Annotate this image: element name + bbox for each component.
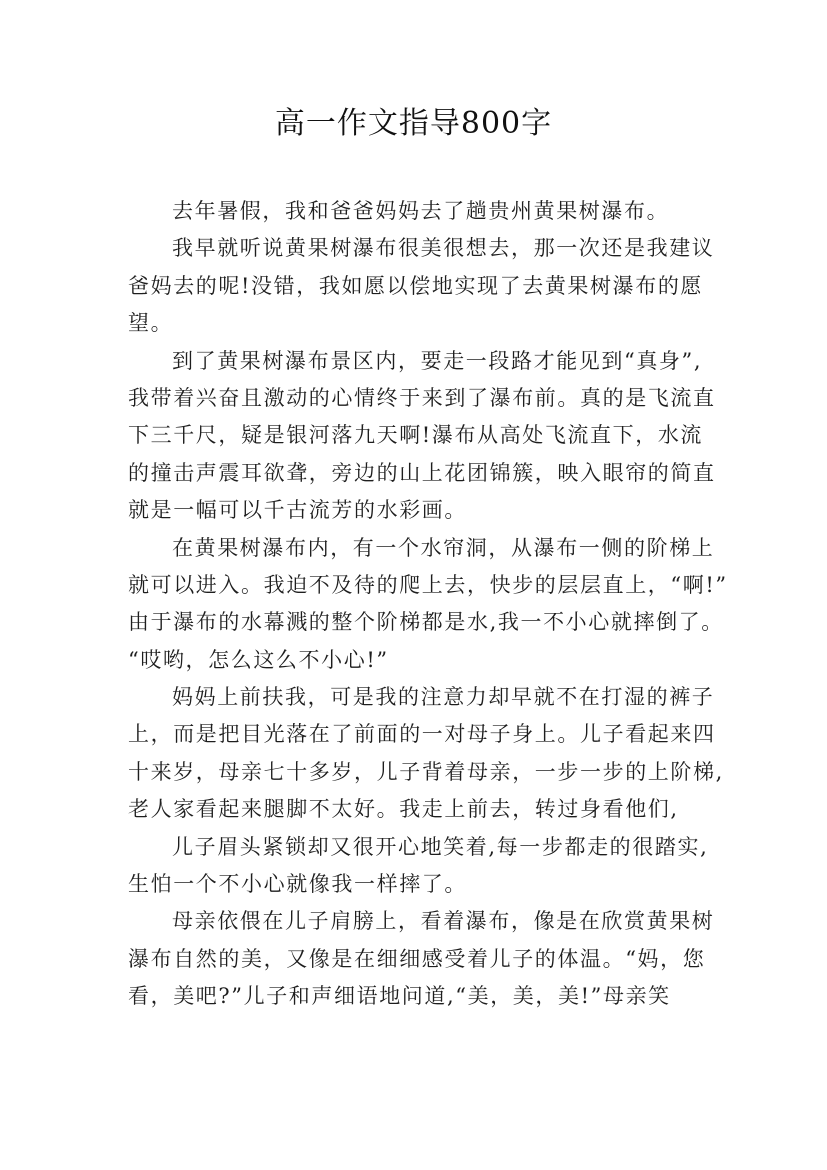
text-line: 望。 [128,311,174,336]
text-line: 我带着兴奋且激动的心情终于来到了瀑布前。真的是飞流直 [128,385,716,410]
text-line: 由于瀑布的水幕溅的整个阶梯都是水,我一不小心就摔倒了。 [128,610,724,635]
text-line: 母亲依偎在儿子肩膀上，看着瀑布，像是在欣赏黄果树 [172,909,715,934]
text-line: 的撞击声震耳欲聋，旁边的山上花团锦簇，映入眼帘的简直 [128,460,716,485]
text-line: 在黄果树瀑布内，有一个水帘洞，从瀑布一侧的阶梯上 [172,535,715,560]
text-line: 到了黄果树瀑布景区内，要走一段路才能见到“真身”, [172,348,703,373]
text-line: 妈妈上前扶我，可是我的注意力却早就不在打湿的裤子 [172,685,715,710]
text-line: “哎哟，怎么这么不小心!” [128,647,389,672]
text-line: 生怕一个不小心就像我一样摔了。 [128,872,467,897]
text-line: 瀑布自然的美，又像是在细细感受着儿子的体温。“妈，您 [128,946,706,971]
document-body [128,193,728,1016]
text-line: 看，美吧?”儿子和声细语地问道,“美，美，美!”母亲笑 [128,984,671,1009]
text-line: 十来岁，母亲七十多岁，儿子背着母亲，一步一步的上阶梯, [128,759,724,784]
document-title: 高一作文指导800字 [274,106,553,141]
text-line: 儿子眉头紧锁却又很开心地笑着,每一步都走的很踏实, [172,834,709,859]
text-line: 上，而是把目光落在了前面的一对母子身上。儿子看起来四 [128,722,716,747]
text-line: 就是一幅可以千古流芳的水彩画。 [128,498,467,523]
text-line: 老人家看起来腿脚不太好。我走上前去，转过身看他们, [128,797,679,822]
text-line: 爸妈去的呢!没错，我如愿以偿地实现了去黄果树瀑布的愿 [128,273,704,298]
text-line: 就可以进入。我迫不及待的爬上去，快步的层层直上，“啊!” [128,572,728,597]
text-line: 去年暑假，我和爸爸妈妈去了趟贵州黄果树瀑布。 [172,199,670,223]
text-line: 我早就听说黄果树瀑布很美很想去，那一次还是我建议 [172,236,715,261]
text-line: 下三千尺，疑是银河落九天啊!瀑布从高处飞流直下，水流 [128,423,704,448]
